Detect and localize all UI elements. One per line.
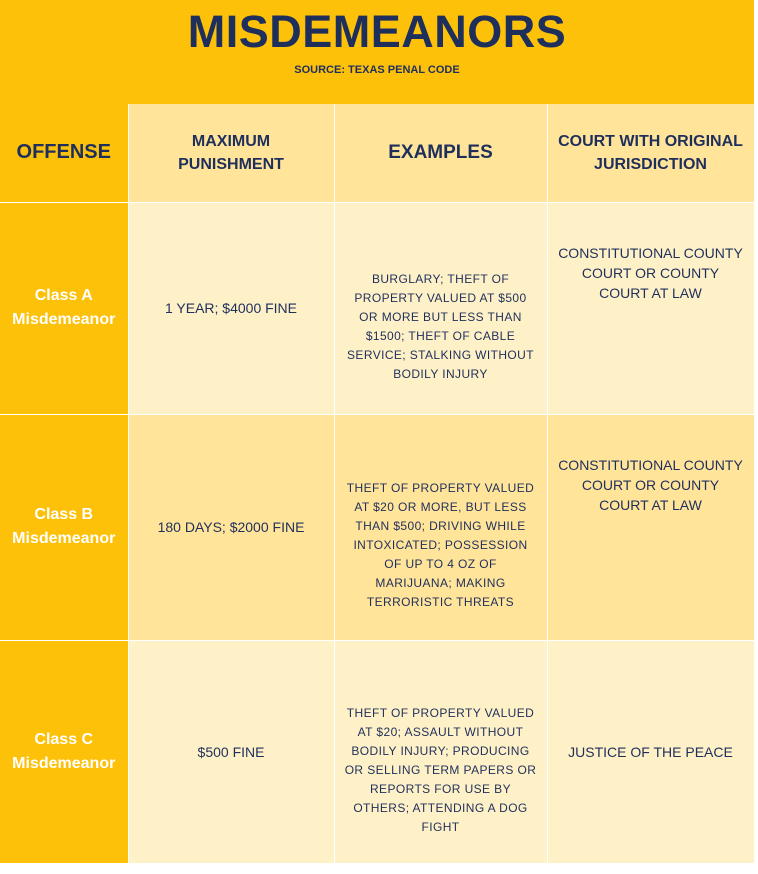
court-cell bbox=[547, 640, 754, 863]
court-cell bbox=[547, 202, 754, 414]
examples-text: THEFT OF PROPERTY VALUED AT $20; ASSAULT WITHOUT BODILY INJURY; PRODUCING OR SELLING TERM PAPERS OR REPORTS FOR USE BY OTHERS; ATTENDING A DOG FIGHT bbox=[344, 705, 537, 834]
offense-label: Class B Misdemeanor bbox=[12, 506, 116, 547]
punishment-value: 180 DAYS; $2000 FINE bbox=[157, 519, 305, 535]
page-title: MISDEMEANORS bbox=[187, 6, 567, 57]
examples-cell bbox=[334, 414, 547, 640]
offense-cell bbox=[0, 202, 128, 414]
punishment-value: $500 FINE bbox=[197, 743, 265, 760]
examples-cell bbox=[334, 202, 547, 414]
offense-label: Class A Misdemeanor bbox=[12, 287, 116, 328]
punishment-cell bbox=[128, 202, 334, 414]
examples-text: BURGLARY; THEFT OF PROPERTY VALUED AT $500 OR MORE BUT LESS THAN $1500; THEFT OF CABLE SERVICE; STALKING WITHOUT BODILY INJURY bbox=[347, 271, 534, 381]
table-row bbox=[0, 640, 754, 863]
court-text: JUSTICE OF THE PEACE bbox=[568, 743, 733, 760]
examples-text: THEFT OF PROPERTY VALUED AT $20 OR MORE, BUT LESS THAN $500; DRIVING WHILE INTOXICATED; POSSESSION OF UP TO 4 OZ OF MARIJUANA; MAKING TERRORISTIC THREATS bbox=[346, 481, 535, 609]
punishment-cell bbox=[128, 414, 334, 640]
court-cell bbox=[547, 414, 754, 640]
table-row bbox=[0, 414, 754, 640]
table-row bbox=[0, 202, 754, 414]
column-header-examples: EXAMPLES bbox=[334, 104, 547, 202]
column-header-offense: OFFENSE bbox=[0, 104, 128, 202]
examples-cell bbox=[334, 640, 547, 863]
table-header-row bbox=[0, 104, 754, 202]
column-header-punishment: MAXIMUM PUNISHMENT bbox=[128, 104, 334, 202]
source-note: SOURCE: TEXAS PENAL CODE bbox=[294, 64, 460, 76]
punishment-value: 1 YEAR; $4000 FINE bbox=[164, 300, 298, 316]
offense-cell bbox=[0, 414, 128, 640]
column-header-court: COURT WITH ORIGINAL JURISDICTION bbox=[547, 104, 754, 202]
punishment-cell bbox=[128, 640, 334, 863]
header-banner bbox=[0, 0, 754, 104]
court-text: CONSTITUTIONAL COUNTY COURT OR COUNTY COURT AT LAW bbox=[558, 456, 743, 513]
misdemeanor-table bbox=[0, 104, 755, 864]
court-text: CONSTITUTIONAL COUNTY COURT OR COUNTY COURT AT LAW bbox=[558, 244, 743, 301]
offense-label: Class C Misdemeanor bbox=[12, 730, 116, 772]
offense-cell bbox=[0, 640, 128, 863]
